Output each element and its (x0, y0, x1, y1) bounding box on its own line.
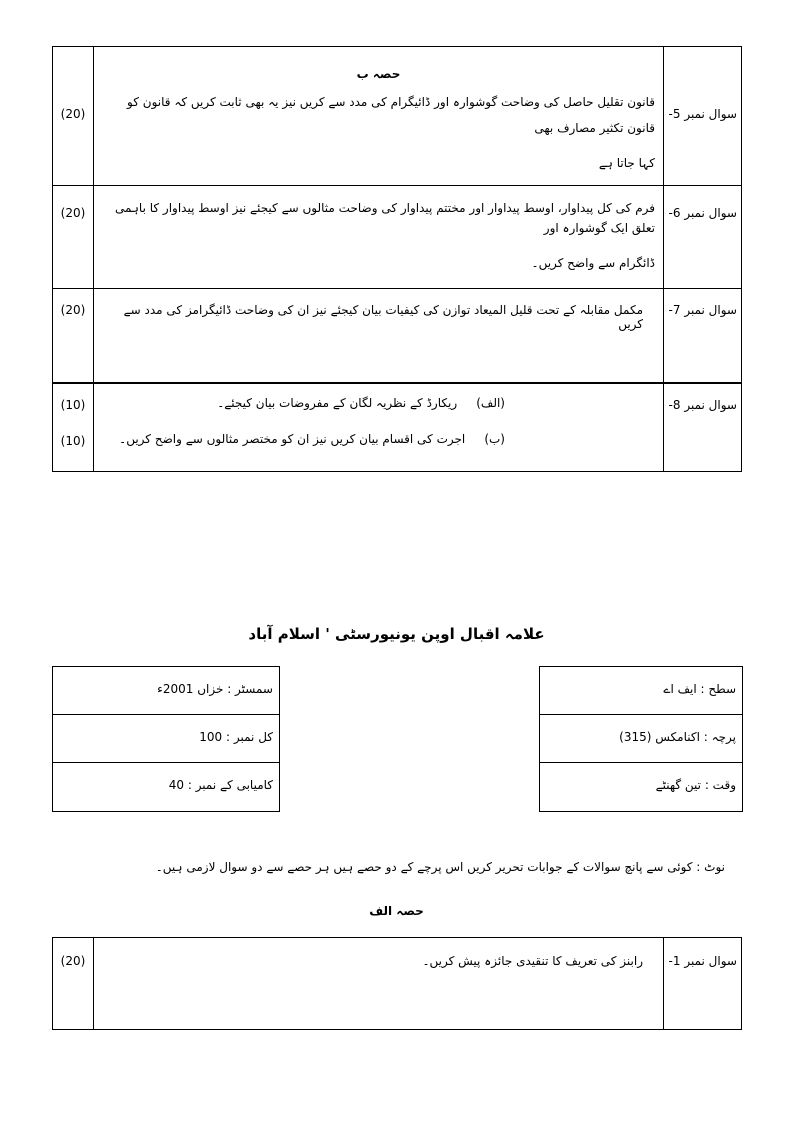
marks-cell (53, 938, 94, 1030)
question-row (53, 938, 742, 1030)
question-number: سوال نمبر 8- (668, 397, 737, 412)
question-text: مکمل مقابلہ کے تحت قلیل المیعاد توازن کی کیفیات بیان کیجئے نیز ان کی وضاحت ڈائیگرامز کی مدد سے کریں (123, 303, 643, 331)
semester: سمسٹر : خزاں 2001ء (53, 667, 279, 715)
exam-info-right (539, 666, 743, 812)
time: وقت : تین گھنٹے (655, 778, 736, 792)
question-number: سوال نمبر 6- (668, 206, 737, 220)
question-text: کہا جاتا ہے (598, 156, 655, 170)
exam-info-left (52, 666, 280, 812)
question-body (94, 938, 664, 1030)
question-label (664, 47, 742, 186)
passing-marks: کامیابی کے نمبر : 40 (168, 778, 273, 792)
marks-cell (53, 383, 94, 472)
marks-cell (53, 289, 94, 383)
question-label (664, 186, 742, 289)
part-b-questions-table (52, 46, 742, 472)
question-number: سوال نمبر 5- (668, 107, 737, 121)
marks: (20) (60, 303, 86, 317)
level: سطح : ایف اے (540, 667, 742, 715)
question-text: (ب) اجرت کی اقسام بیان کریں نیز ان کو مختصر مثالوں سے واضح کریں۔ (119, 431, 505, 446)
marks: (20) (60, 107, 86, 121)
question-body (94, 47, 664, 186)
marks: (20) (60, 206, 86, 220)
marks-cell (53, 47, 94, 186)
part-a-questions-table (52, 937, 742, 1030)
section-heading: حصہ ب (356, 67, 401, 81)
marks: (20) (60, 954, 86, 968)
question-label (664, 383, 742, 472)
question-text: رابنز کی تعریف کا تنقیدی جائزہ پیش کریں۔ (422, 954, 643, 968)
question-number: سوال نمبر 7- (668, 303, 737, 317)
question-text: قانون تقلیل حاصل کی وضاحت گوشوارہ اور ڈائیگرام کی مدد سے کریں نیز یہ بھی ثابت کریں کہ قانون کو قانون تکثیر مصارف بھی (127, 95, 655, 135)
instructions-note: نوٹ : کوئی سے پانچ سوالات کے جوابات تحریر کریں اس پرچے کے دو حصے ہیں ہر حصے سے دو سوال لازمی ہیں۔ (155, 860, 725, 874)
question-text: (الف) ریکارڈ کے نظریہ لگان کے مفروضات بیان کیجئے۔ (217, 395, 505, 410)
question-number: سوال نمبر 1- (668, 954, 737, 968)
marks: (10) (60, 397, 86, 412)
question-text: فرم کی کل پیداوار، اوسط پیداوار اور مختتم پیداوار کی وضاحت مثالوں سے کیجئے نیز اوسط پیداوار کا باہمی تعلق ایک گوشوارہ اور (114, 201, 655, 235)
total-marks: کل نمبر : 100 (53, 715, 279, 763)
paper: پرچہ : اکنامکس (315) (540, 715, 742, 763)
question-body (94, 383, 664, 472)
question-body (94, 186, 664, 289)
section-heading: حصہ الف (369, 904, 424, 918)
question-body (94, 289, 664, 383)
question-label (664, 289, 742, 383)
university-title: علامہ اقبال اوپن یونیورسٹی ' اسلام آباد (248, 625, 545, 643)
question-row (53, 186, 742, 289)
question-row (53, 383, 742, 472)
marks-cell (53, 186, 94, 289)
question-row (53, 289, 742, 383)
question-row (53, 47, 742, 186)
question-text: ڈائگرام سے واضح کریں۔ (531, 256, 655, 270)
question-label (664, 938, 742, 1030)
marks: (10) (60, 433, 86, 448)
